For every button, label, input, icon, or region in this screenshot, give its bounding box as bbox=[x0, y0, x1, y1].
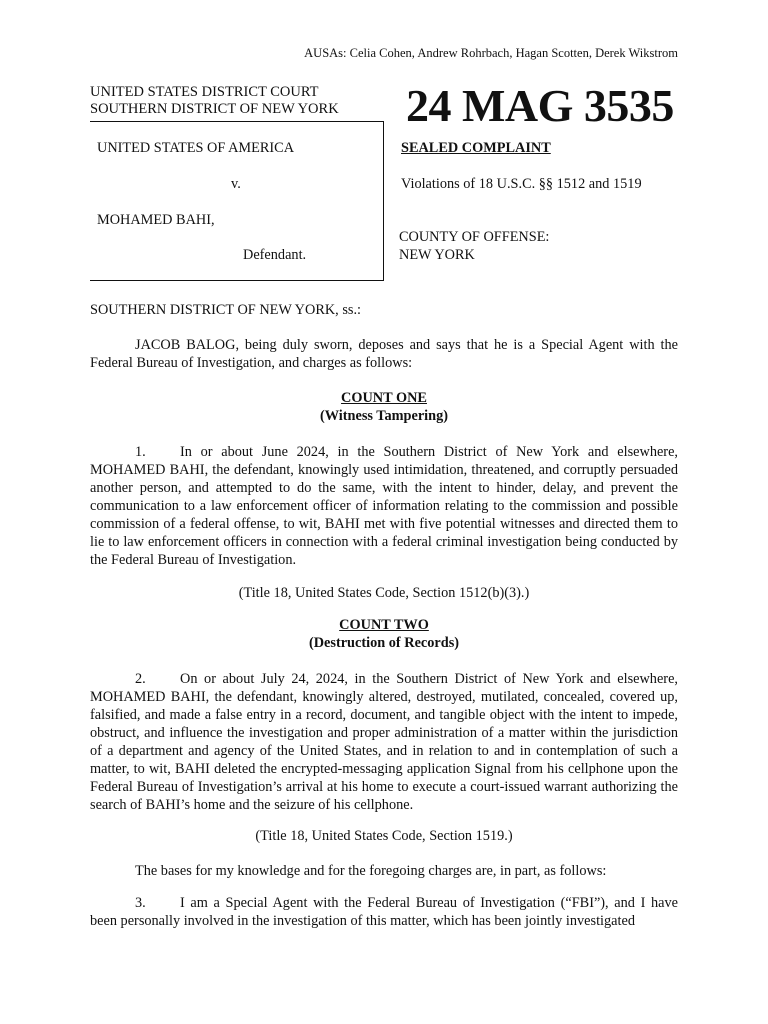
paragraph-1-number: 1. bbox=[135, 444, 146, 460]
document-type: SEALED COMPLAINT bbox=[401, 140, 551, 156]
county-value: NEW YORK bbox=[399, 247, 475, 263]
count-one-heading bbox=[90, 389, 678, 425]
count-two-title: COUNT TWO bbox=[339, 617, 429, 633]
case-number: 24 MAG 3535 bbox=[406, 80, 674, 131]
court-line-2: SOUTHERN DISTRICT OF NEW YORK bbox=[90, 101, 339, 117]
court-line-1: UNITED STATES DISTRICT COURT bbox=[90, 84, 319, 100]
paragraph-1-text: In or about June 2024, in the Southern District of New York and elsewhere, MOHAMED BAHI, the defendant, knowingly used intimidation, threatened, and corruptly persuaded another person, and attempted to do the same, with the intent to hinder, delay, and prevent the communication to a law enforcement officer of information relating to the commission and possible commission of a federal offense, to wit, BAHI met with five potential witnesses and directed them to lie to law enforcement officers in connection with a federal criminal investigation being conducted by the Federal Bureau of Investigation. bbox=[90, 444, 678, 568]
count-one-title: COUNT ONE bbox=[341, 390, 427, 406]
count-two-heading bbox=[90, 616, 678, 652]
paragraph-3-number: 3. bbox=[135, 895, 146, 911]
citation-1: (Title 18, United States Code, Section 1512(b)(3).) bbox=[238, 585, 530, 601]
paragraph-3 bbox=[90, 894, 678, 930]
bases-paragraph: The bases for my knowledge and for the foregoing charges are, in part, as follows: bbox=[135, 863, 607, 879]
citation-2: (Title 18, United States Code, Section 1519.) bbox=[255, 828, 513, 844]
venue-line: SOUTHERN DISTRICT OF NEW YORK, ss.: bbox=[90, 302, 361, 318]
paragraph-2 bbox=[90, 670, 678, 814]
court-name bbox=[90, 84, 339, 118]
count-two-subtitle: (Destruction of Records) bbox=[308, 635, 460, 651]
count-one-subtitle: (Witness Tampering) bbox=[319, 408, 449, 424]
versus: v. bbox=[231, 176, 241, 192]
defendant-label: Defendant. bbox=[243, 247, 307, 263]
paragraph-1 bbox=[90, 443, 678, 569]
violations: Violations of 18 U.S.C. §§ 1512 and 1519 bbox=[401, 176, 642, 192]
plaintiff-name: UNITED STATES OF AMERICA bbox=[97, 140, 295, 156]
ausas-line: AUSAs: Celia Cohen, Andrew Rohrbach, Hagan Scotten, Derek Wikstrom bbox=[304, 46, 678, 60]
intro-paragraph: JACOB BALOG, being duly sworn, deposes and says that he is a Special Agent with the Federal Bureau of Investigation, and charges as follows: bbox=[90, 337, 678, 371]
paragraph-3-text: I am a Special Agent with the Federal Bureau of Investigation (“FBI”), and I have been personally involved in the investigation of this matter, which has been jointly investigated bbox=[90, 895, 678, 929]
county-label: COUNTY OF OFFENSE: bbox=[399, 229, 550, 245]
paragraph-2-text: On or about July 24, 2024, in the Southern District of New York and elsewhere, MOHAMED BAHI, the defendant, knowingly altered, destroyed, mutilated, concealed, covered up, falsified, and made a false entry in a record, document, and tangible object with the intent to impede, obstruct, and influence the investigation and proper administration of a matter within the jurisdiction of a department and agency of the United States, and in relation to and in contemplation of such a matter, to wit, BAHI deleted the encrypted-messaging application Signal from his cellphone upon the Federal Bureau of Investigation’s arrival at his home to execute a court-issued warrant authorizing the search of BAHI’s home and the seizure of his cellphone. bbox=[90, 671, 678, 813]
paragraph-2-number: 2. bbox=[135, 671, 146, 687]
defendant-name: MOHAMED BAHI, bbox=[97, 212, 215, 228]
